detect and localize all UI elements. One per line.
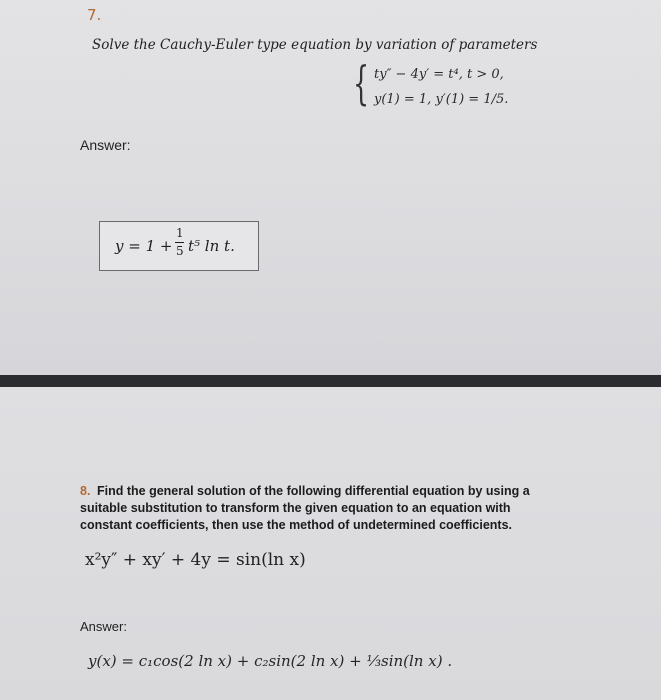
answer-fraction-bar [175,242,184,243]
problem8-text-line1: Find the general solution of the following differential equation by using a [97,484,530,498]
problem7-answer-label: Answer: [80,137,131,153]
system-brace: { [353,56,370,110]
problem7-answer-rhs: t⁵ ln t. [188,237,235,255]
system-equation-line1: ty″ − 4y′ = t⁴, t > 0, [374,67,504,82]
problem8-number: 8. [80,484,91,498]
answer-fraction-denominator: 5 [176,244,184,258]
problem8-answer: y(x) = c₁cos(2 ln x) + c₂sin(2 ln x) + ⅓sin(ln x) . [88,652,453,670]
problem8-text-line2: suitable substitution to transform the given equation to an equation with [80,501,511,515]
system-equation-line2: y(1) = 1, y′(1) = 1/5. [374,92,509,107]
problem8-answer-label: Answer: [80,619,127,634]
problem7-number: 7. [87,6,102,24]
answer-fraction-numerator: 1 [176,226,184,240]
problem7-answer-lhs: y = 1 + [115,237,173,255]
problem7-instruction: Solve the Cauchy-Euler type equation by variation of parameters [92,37,538,53]
problem8-text-line3: constant coefficients, then use the method of undetermined coefficients. [80,518,513,532]
problem8-equation: x²y″ + xy′ + 4y = sin(ln x) [85,550,306,570]
